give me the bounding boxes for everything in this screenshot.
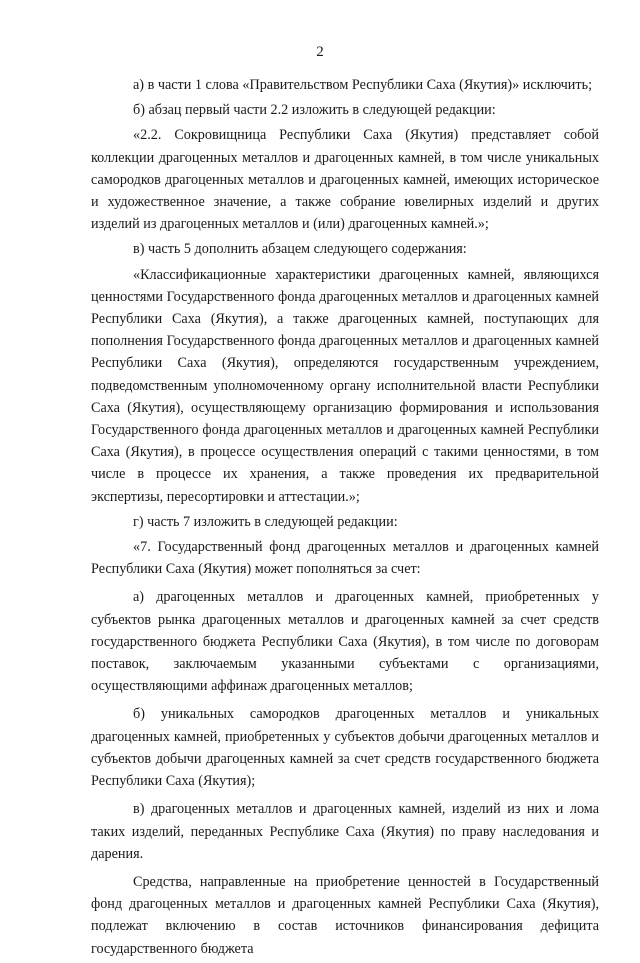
paragraph-b-part-2-2: б) абзац первый части 2.2 изложить в следующей редакции: [133,102,496,119]
document-body [91,74,599,963]
paragraph-a-part-1: а) в части 1 слова «Правительством Республики Саха (Якутия)» исключить; [133,77,593,93]
list-item-v: в) драгоценных металлов и драгоценных камней, изделий из них и лома таких изделий, переданных Республике Саха (Якутия) по праву наследования и дарения. [91,801,599,862]
quote-classification: «Классификационные характеристики драгоценных камней, являющихся ценностями Государственного фонда драгоценных металлов и драгоценных камней Республики Саха (Якутия), а также драгоценных камней, поступающих для пополнения Государственного фонда драгоценных металлов и драгоценных камней Республики Саха (Якутия), определяются государственным учреждением, подведомственным уполномоченному органу исполнительной власти Республики Саха (Якутия), осуществляющему организацию формирования и использования Государственного фонда драгоценных металлов и драгоценных камней Республики Саха (Якутия), в процессе осуществления операций с такими ценностями, в том числе в процессе их хранения, а также проведения их предварительной экспертизы, пересортировки и аттестации.»; [91,266,599,505]
paragraph-funds: Средства, направленные на приобретение ценностей в Государственный фонд драгоценных металлов и драгоценных камней Республики Саха (Якутия), подлежат включению в состав источников финансирования дефицита государственного бюджета [91,873,599,957]
quote-7-state-fund: «7. Государственный фонд драгоценных металлов и драгоценных камней Республики Саха (Якутия) может пополняться за счет: [91,539,599,578]
paragraph-g-part-7: г) часть 7 изложить в следующей редакции: [133,513,398,530]
page-number: 2 [316,44,324,60]
list-item-b: б) уникальных самородков драгоценных металлов и уникальных драгоценных камней, приобретенных у субъектов добычи драгоценных металлов и субъектов добычи драгоценных камней за счет средств государственного бюджета Республики Саха (Якутия); [91,706,599,790]
paragraph-v-part-5: в) часть 5 дополнить абзацем следующего содержания: [133,241,467,258]
list-item-a: а) драгоценных металлов и драгоценных камней, приобретенных у субъектов рынка драгоценных металлов и драгоценных камней за счет средств государственного бюджета Республики Саха (Якутия), в том числе по договорам поставок, заключаемым указанными субъектами с организациями, осуществляющими аффинаж драгоценных металлов; [91,589,599,695]
quote-2-2-treasury: «2.2. Сокровищница Республики Саха (Якутия) представляет собой коллекции драгоценных металлов и драгоценных камней, в том числе уникальных самородков драгоценных металлов и драгоценных камней, имеющих историческое и художественное значение, а также собрание ювелирных изделий и других изделий из драгоценных металлов и (или) драгоценных камней.»; [91,127,599,233]
